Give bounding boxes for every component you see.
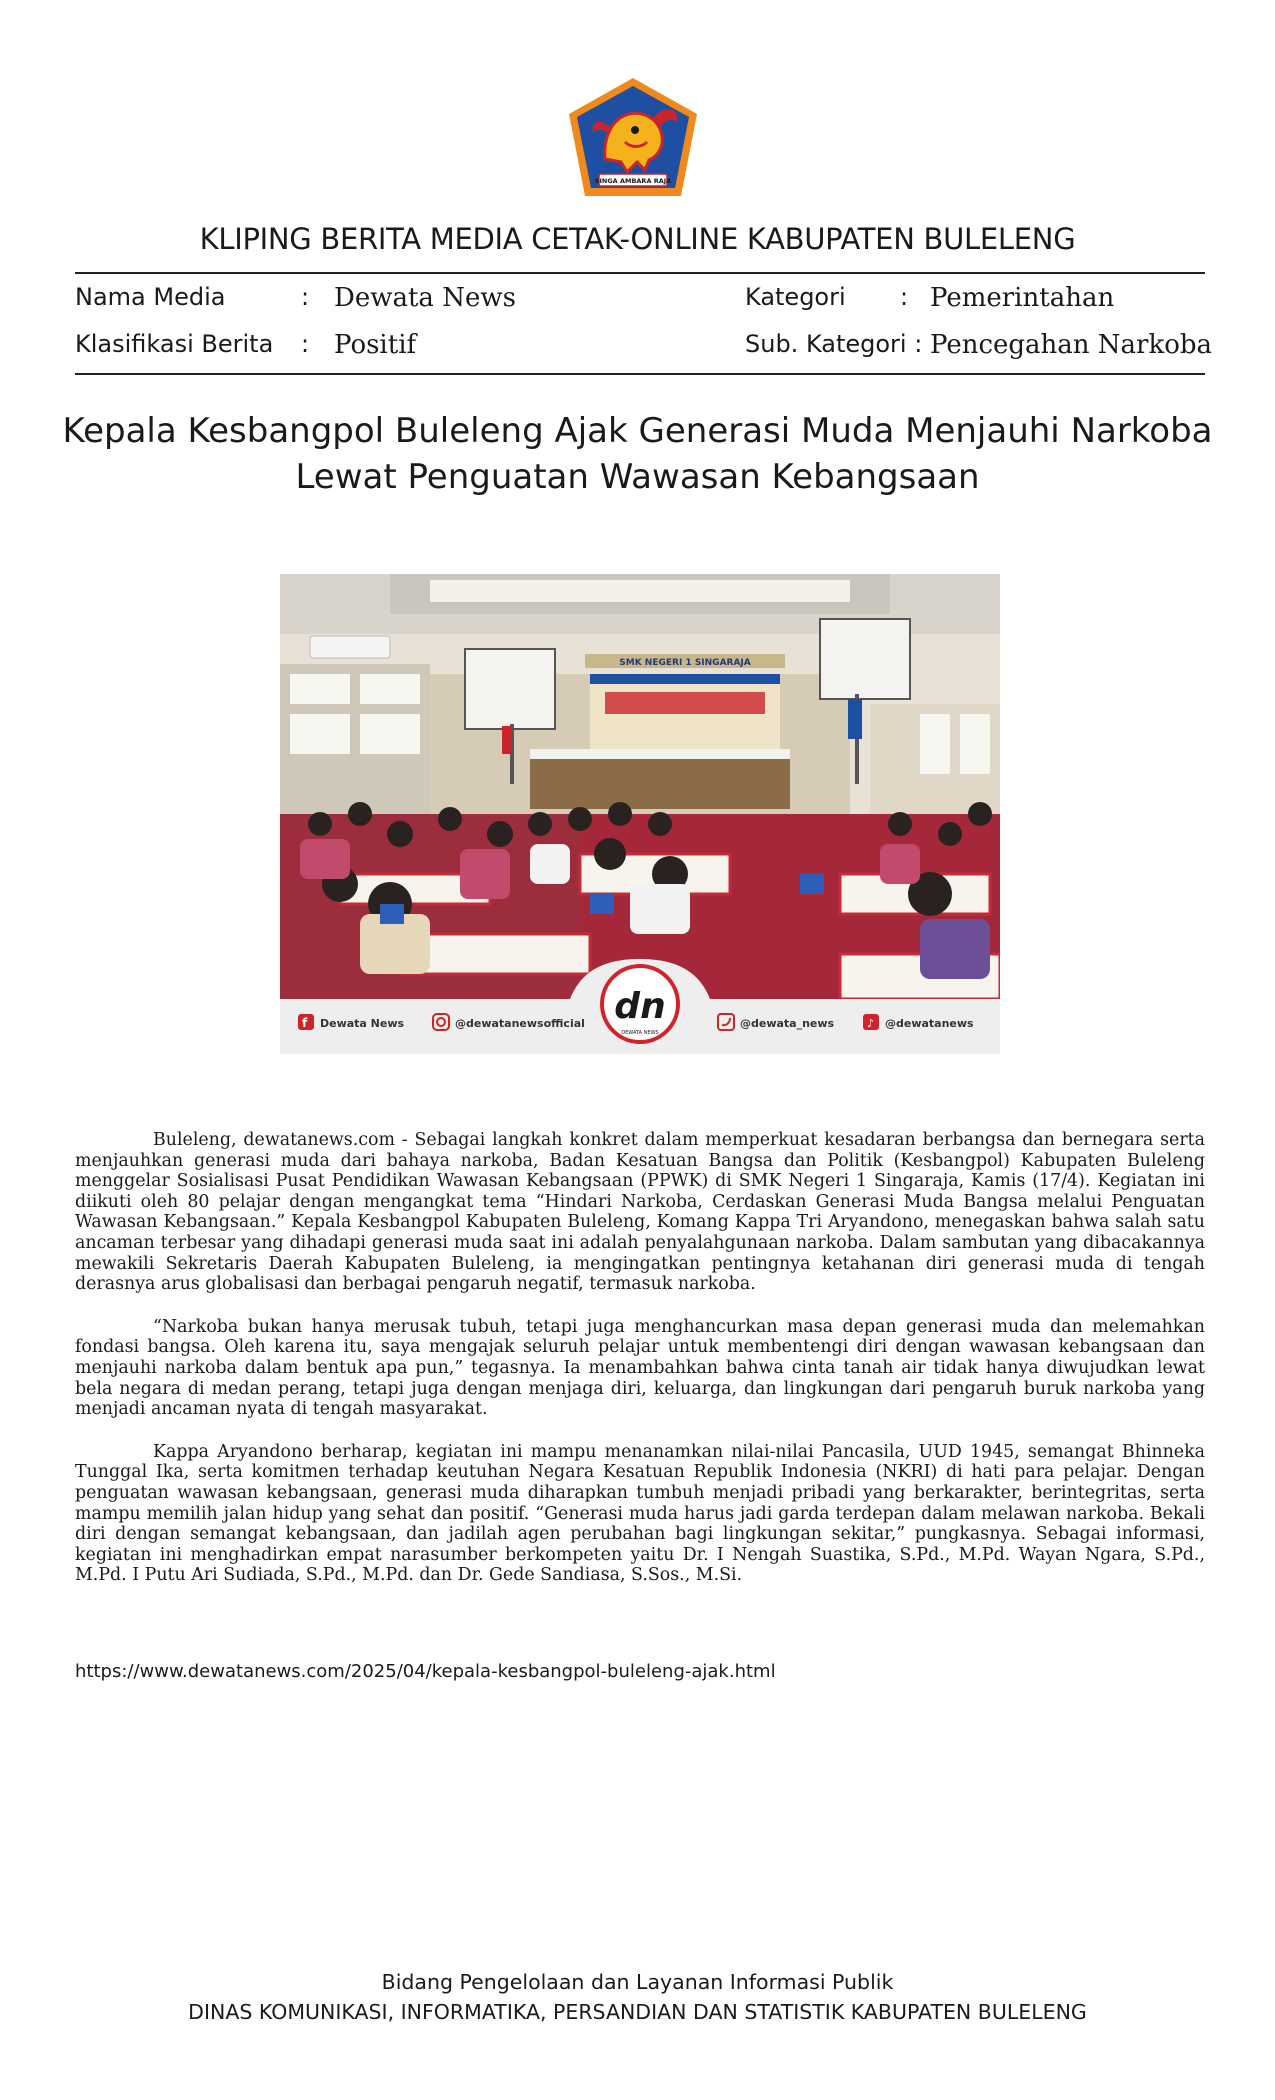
kategori-value: Pemerintahan xyxy=(930,283,1115,313)
logo-motto: SINGA AMBARA RAJA xyxy=(594,177,672,185)
nama-media-colon: : xyxy=(301,283,310,311)
article-headline xyxy=(0,408,1275,500)
klasifikasi-colon: : xyxy=(301,330,310,358)
top-divider xyxy=(75,272,1205,274)
footer-agency: DINAS KOMUNIKASI, INFORMATIKA, PERSANDIAN DAN STATISTIK KABUPATEN BULELENG xyxy=(188,2000,1087,2024)
article-photo xyxy=(280,574,1000,1054)
footer-division: Bidang Pengelolaan dan Layanan Informasi Publik xyxy=(381,1970,894,1994)
social-instagram xyxy=(433,1014,585,1030)
svg-text:f: f xyxy=(302,1016,308,1030)
headline-line-2: Lewat Penguatan Wawasan Kebangsaan xyxy=(295,457,980,497)
source-url[interactable]: https://www.dewatanews.com/2025/04/kepala-kesbangpol-buleleng-ajak.html xyxy=(75,1661,776,1682)
bottom-divider xyxy=(75,373,1205,375)
klasifikasi-value: Positif xyxy=(334,330,417,360)
headline-line-1: Kepala Kesbangpol Buleleng Ajak Generasi Muda Menjauhi Narkoba xyxy=(62,411,1213,451)
article-paragraph-1: Buleleng, dewatanews.com - Sebagai langkah konkret dalam memperkuat kesadaran berbangsa dan bernegara serta menjauhkan generasi muda dari bahaya narkoba, Badan Kesatuan Bangsa dan Politik (Kesbangpol) Kabupaten Buleleng menggelar Sosialisasi Pusat Pendidikan Wawasan Kebangsaan (PPWK) di SMK Negeri 1 Singaraja, Kamis (17/4). Kegiatan ini diikuti oleh 80 pelajar dengan mengangkat tema “Hindari Narkoba, Cerdaskan Generasi Muda Bangsa melalui Penguatan Wawasan Kebangsaan.” Kepala Kesbangpol Kabupaten Buleleng, Komang Kappa Tri Aryandono, menegaskan bahwa salah satu ancaman terbesar yang dihadapi generasi muda saat ini adalah penyalahgunaan narkoba. Dalam sambutan yang dibacakannya mewakili Sekretaris Daerah Kabupaten Buleleng, ia mengingatkan pentingnya ketahanan diri generasi muda di tengah derasnya arus globalisasi dan berbagai pengaruh negatif, termasuk narkoba. xyxy=(75,1130,1205,1295)
sub-kategori-value: Pencegahan Narkoba xyxy=(930,330,1213,360)
klasifikasi-label: Klasifikasi Berita xyxy=(75,330,274,358)
svg-text:♪: ♪ xyxy=(867,1017,875,1030)
banner-school-name: SMK NEGERI 1 SINGARAJA xyxy=(619,658,751,668)
article-paragraph-2: “Narkoba bukan hanya merusak tubuh, tetapi juga menghancurkan masa depan generasi muda dan melemahkan fondasi bangsa. Oleh karena itu, saya mengajak seluruh pelajar untuk membentengi diri dengan wawasan kebangsaan dan menjauhi narkoba dalam bentuk apa pun,” tegasnya. Ia menambahkan bahwa cinta tanah air tidak hanya diwujudkan lewat bela negara di medan perang, tetapi juga dengan menjaga diri, keluarga, dan lingkungan dari pengaruh buruk narkoba yang menjadi ancaman nyata di tengah masyarakat. xyxy=(75,1316,1205,1420)
buleleng-regency-emblem xyxy=(565,74,701,200)
article-paragraph-3: Kappa Aryandono berharap, kegiatan ini mampu menanamkan nilai-nilai Pancasila, UUD 1945, semangat Bhinneka Tunggal Ika, serta komitmen terhadap keutuhan Negara Kesatuan Republik Indonesia (NKRI) di hati para pelajar. Dengan penguatan wawasan kebangsaan, generasi muda diharapkan tumbuh menjadi pribadi yang berkarakter, berintegritas, serta mampu memilih jalan hidup yang sehat dan positif. “Generasi muda harus jadi garda terdepan dalam melawan narkoba. Bekali diri dengan semangat kebangsaan, dan jadilah agen perubahan bagi lingkungan sekitar,” pungkasnya. Sebagai informasi, kegiatan ini menghadirkan empat narasumber berkompeten yaitu Dr. I Nengah Suastika, S.Pd., M.Pd. Wayan Ngara, S.Pd., M.Pd. I Putu Ari Sudiada, S.Pd., M.Pd. dan Dr. Gede Sandiasa, S.Sos., M.Si. xyxy=(75,1441,1205,1586)
nama-media-label: Nama Media xyxy=(75,283,226,311)
tiktok-handle: @dewatanews xyxy=(885,1017,974,1030)
article-body xyxy=(75,1130,1205,1608)
nama-media-value: Dewata News xyxy=(334,283,516,313)
document-title: KLIPING BERITA MEDIA CETAK-ONLINE KABUPATEN BULELENG xyxy=(199,222,1076,256)
kategori-colon: : xyxy=(900,283,909,311)
kategori-label: Kategori xyxy=(745,283,846,311)
sub-kategori-label: Sub. Kategori : xyxy=(745,330,923,358)
dn-logo-text: dn xyxy=(614,986,666,1027)
facebook-handle: Dewata News xyxy=(320,1017,405,1030)
instagram-handle: @dewatanewsofficial xyxy=(455,1017,585,1030)
dn-logo-caption: DEWATA NEWS xyxy=(621,1030,659,1036)
twitter-handle: @dewata_news xyxy=(740,1017,835,1030)
